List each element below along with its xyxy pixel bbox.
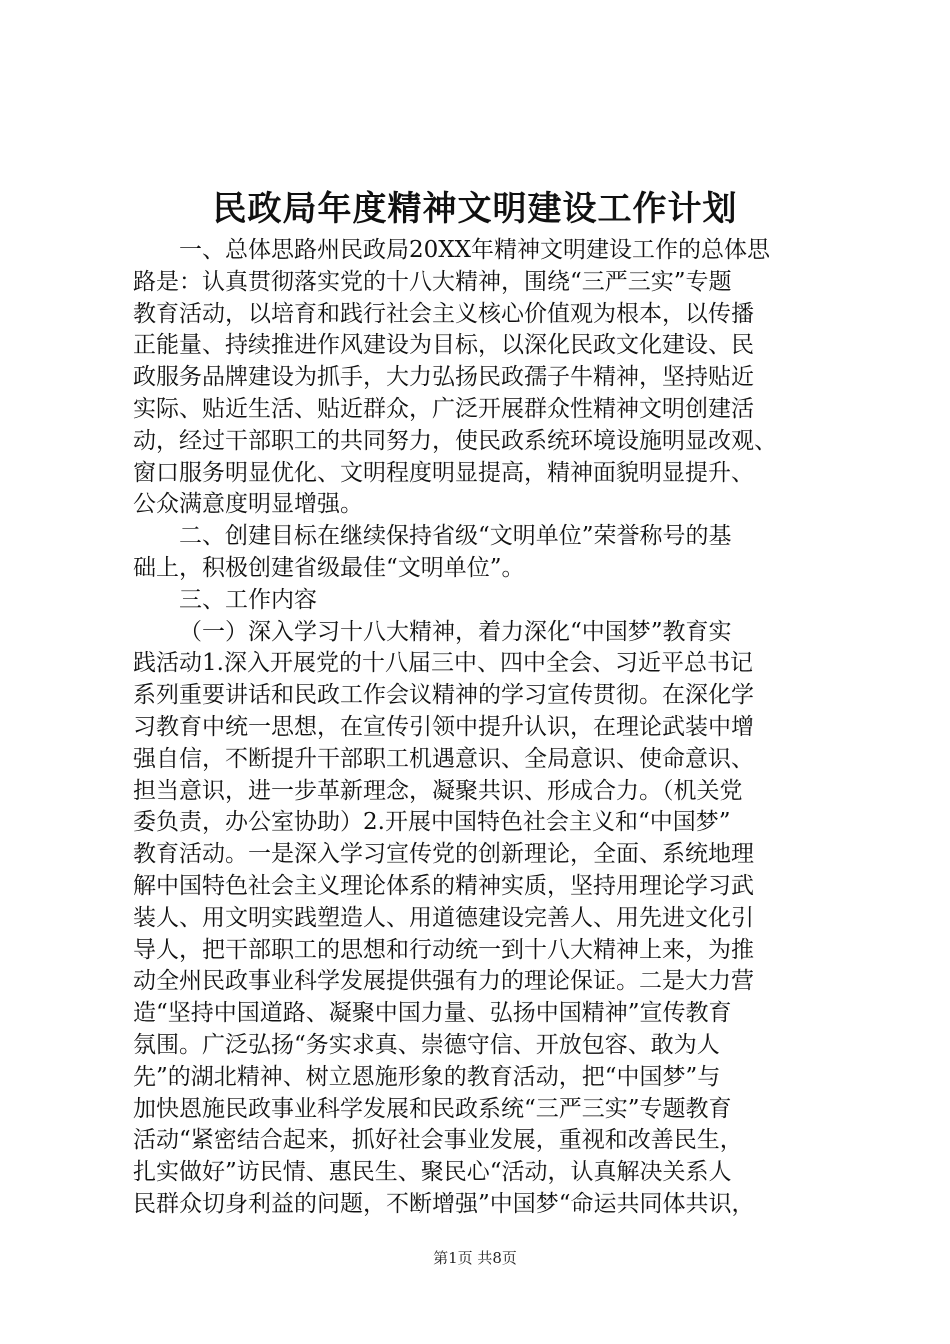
paragraph-line: 动全州民政事业科学发展提供强有力的理论保证。二是大力营 bbox=[133, 968, 754, 995]
paragraph-line: 路是：认真贯彻落实党的十八大精神，围绕“三严三实”专题 bbox=[133, 268, 732, 295]
paragraph-line: 础上，积极创建省级最佳“文明单位”。 bbox=[133, 554, 525, 581]
paragraph-line: 氛围。广泛弘扬“务实求真、崇德守信、开放包容、敢为人 bbox=[133, 1031, 720, 1058]
paragraph-line: 民群众切身利益的问题，不断增强”中国梦“命运共同体共识， bbox=[133, 1190, 755, 1217]
paragraph-line: 加快恩施民政事业科学发展和民政系统“三严三实”专题教育 bbox=[133, 1095, 732, 1122]
section-heading: 三、工作内容 bbox=[179, 586, 317, 613]
paragraph-line: 一、总体思路州民政局20XX年精神文明建设工作的总体思 bbox=[179, 237, 771, 263]
paragraph-line: 践活动1.深入开展党的十八届三中、四中全会、习近平总书记 bbox=[133, 650, 753, 677]
document-title: 民政局年度精神文明建设工作计划 bbox=[212, 189, 738, 229]
document-body bbox=[133, 235, 833, 1221]
paragraph-line: 先”的湖北精神、树立恩施形象的教育活动，把“中国梦”与 bbox=[133, 1063, 721, 1090]
paragraph-line: （一）深入学习十八大精神，着力深化“中国梦”教育实 bbox=[179, 618, 732, 645]
paragraph-line: 习教育中统一思想，在宣传引领中提升认识，在理论武装中增 bbox=[133, 713, 754, 740]
paragraph-line: 公众满意度明显增强。 bbox=[133, 491, 363, 518]
paragraph-line: 正能量、持续推进作风建设为目标，以深化民政文化建设、民 bbox=[133, 332, 754, 359]
paragraph-line: 担当意识，进一步革新理念，凝聚共识、形成合力。（机关党 bbox=[133, 777, 743, 804]
paragraph-line: 扎实做好”访民情、惠民生、聚民心“活动，认真解决关系人 bbox=[133, 1159, 732, 1186]
paragraph-line: 活动“紧密结合起来，抓好社会事业发展，重视和改善民生， bbox=[133, 1127, 743, 1154]
paragraph-line: 教育活动。一是深入学习宣传党的创新理论，全面、系统地理 bbox=[133, 841, 754, 868]
paragraph-line: 窗口服务明显优化、文明程度明显提高，精神面貌明显提升、 bbox=[133, 459, 754, 486]
paragraph-line: 动，经过干部职工的共同努力，使民政系统环境设施明显改观、 bbox=[133, 427, 777, 454]
paragraph-line: 强自信，不断提升干部职工机遇意识、全局意识、使命意识、 bbox=[133, 745, 754, 772]
paragraph-line: 政服务品牌建设为抓手，大力弘扬民政孺子牛精神，坚持贴近 bbox=[133, 364, 754, 391]
paragraph-line: 教育活动，以培育和践行社会主义核心价值观为根本，以传播 bbox=[133, 300, 754, 327]
paragraph-line: 系列重要讲话和民政工作会议精神的学习宣传贯彻。在深化学 bbox=[133, 682, 754, 709]
paragraph-line: 导人，把干部职工的思想和行动统一到十八大精神上来，为推 bbox=[133, 936, 754, 963]
paragraph-line: 造“坚持中国道路、凝聚中国力量、弘扬中国精神”宣传教育 bbox=[133, 1000, 732, 1027]
paragraph-line: 委负责，办公室协助）2.开展中国特色社会主义和“中国梦” bbox=[133, 809, 731, 836]
paragraph-line: 装人、用文明实践塑造人、用道德建设完善人、用先进文化引 bbox=[133, 904, 754, 931]
paragraph-line: 解中国特色社会主义理论体系的精神实质，坚持用理论学习武 bbox=[133, 872, 754, 899]
paragraph-line: 实际、贴近生活、贴近群众，广泛开展群众性精神文明创建活 bbox=[133, 395, 754, 422]
paragraph-line: 二、创建目标在继续保持省级“文明单位”荣誉称号的基 bbox=[179, 523, 732, 550]
page-footer: 第1页 共8页 bbox=[433, 1249, 517, 1267]
